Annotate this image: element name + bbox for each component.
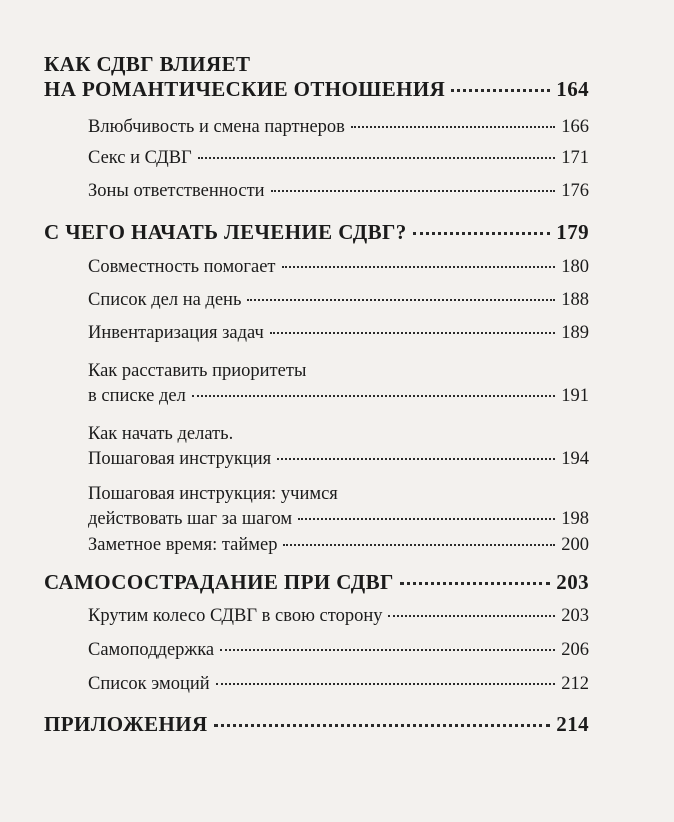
page-number: 203 (561, 606, 589, 626)
page-number: 206 (561, 640, 589, 660)
section-title: Крутим колесо СДВГ в свою сторону (88, 606, 383, 626)
page-number: 166 (561, 117, 589, 137)
chapter-title: С ЧЕГО НАЧАТЬ ЛЕЧЕНИЕ СДВГ? (44, 220, 407, 244)
leader-dots (388, 615, 555, 617)
section-title: Самоподдержка (88, 640, 215, 660)
toc-chapter-treatment (44, 220, 589, 245)
leader-dots (298, 518, 555, 520)
section-title: Список эмоций (88, 674, 210, 694)
leader-dots (214, 724, 551, 727)
page-number: 188 (561, 290, 589, 310)
section-title-line2: Пошаговая инструкция (88, 449, 272, 469)
page-number: 200 (561, 535, 589, 555)
section-title-line1: Как начать делать. (88, 424, 234, 444)
leader-dots (271, 190, 556, 192)
leader-dots (282, 266, 556, 268)
toc-section (88, 257, 589, 278)
toc-section-two-line (88, 420, 589, 470)
leader-dots (451, 89, 550, 92)
section-title: Секс и СДВГ (88, 148, 192, 168)
page-number: 179 (556, 220, 589, 244)
toc-section (88, 674, 589, 695)
toc-section-two-line (88, 480, 589, 530)
toc-chapter-selfcompassion (44, 570, 589, 595)
leader-dots (413, 232, 551, 235)
toc-section (88, 117, 589, 138)
leader-dots (247, 299, 555, 301)
section-title-line2: в списке дел (88, 386, 186, 406)
leader-dots (283, 544, 555, 546)
leader-dots (198, 157, 556, 159)
section-title: Заметное время: таймер (88, 535, 278, 555)
leader-dots (400, 582, 551, 585)
toc-section (88, 181, 589, 202)
chapter-title-line1: КАК СДВГ ВЛИЯЕТ (44, 52, 251, 76)
section-title-line1: Пошаговая инструкция: учимся (88, 484, 338, 504)
leader-dots (270, 332, 555, 334)
section-title-line2: действовать шаг за шагом (88, 509, 293, 529)
section-title: Влюбчивость и смена партнеров (88, 117, 345, 137)
page-number: 194 (561, 449, 589, 469)
toc-section (88, 535, 589, 556)
toc-chapter-romantic (44, 50, 589, 102)
page-number: 214 (556, 712, 589, 736)
toc-section-two-line (88, 357, 589, 407)
toc-section (88, 640, 589, 661)
leader-dots (351, 126, 555, 128)
leader-dots (216, 683, 556, 685)
page-number: 189 (561, 323, 589, 343)
toc-section (88, 290, 589, 311)
page-number: 164 (556, 77, 589, 101)
toc-section (88, 148, 589, 169)
toc-section (88, 606, 589, 627)
page-number: 171 (561, 148, 589, 168)
page-number: 176 (561, 181, 589, 201)
section-title: Список дел на день (88, 290, 242, 310)
toc-chapter-appendix (44, 712, 589, 737)
leader-dots (192, 395, 555, 397)
page-number: 212 (561, 674, 589, 694)
page-number: 180 (561, 257, 589, 277)
chapter-title-line2: НА РОМАНТИЧЕСКИЕ ОТНОШЕНИЯ (44, 77, 446, 101)
leader-dots (220, 649, 555, 651)
section-title: Инвентаризация задач (88, 323, 264, 343)
section-title-line1: Как расставить приоритеты (88, 361, 307, 381)
page-number: 203 (556, 570, 589, 594)
leader-dots (277, 458, 555, 460)
chapter-title: ПРИЛОЖЕНИЯ (44, 712, 208, 736)
toc-section (88, 323, 589, 344)
page-number: 198 (561, 509, 589, 529)
chapter-title: САМОСОСТРАДАНИЕ ПРИ СДВГ (44, 570, 394, 594)
section-title: Совместность помогает (88, 257, 276, 277)
page-number: 191 (561, 386, 589, 406)
section-title: Зоны ответственности (88, 181, 265, 201)
